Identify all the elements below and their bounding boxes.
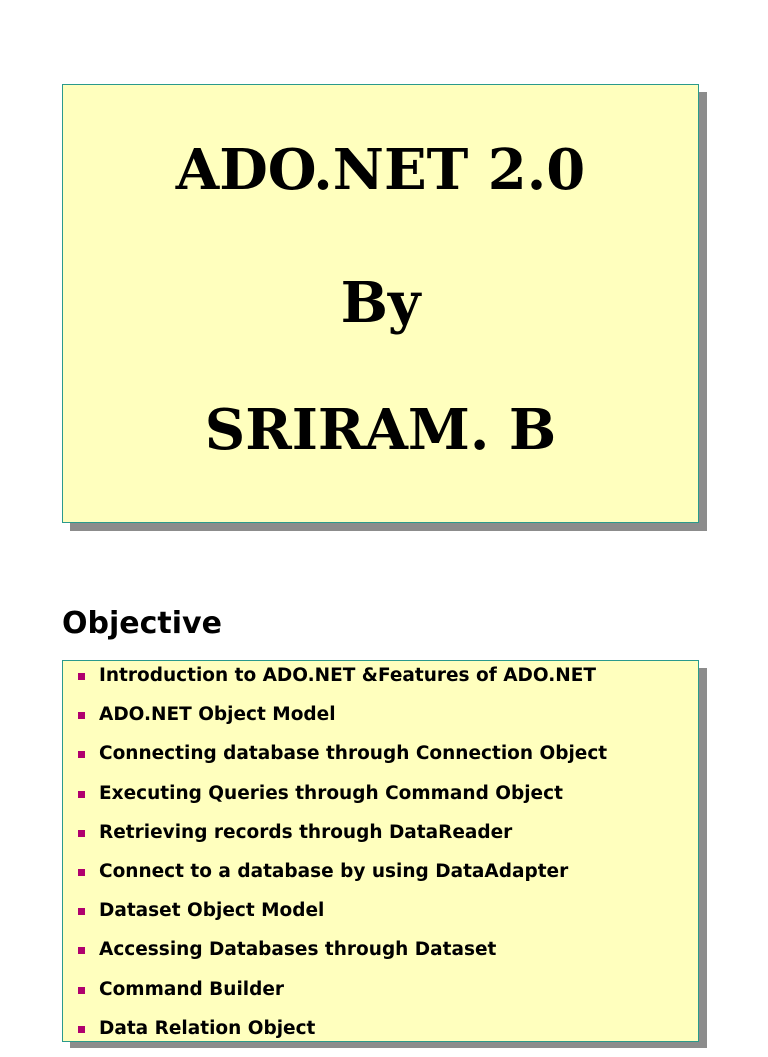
list-item <box>63 900 698 939</box>
list-item <box>63 979 698 1018</box>
list-item <box>63 743 698 782</box>
slide-author: SRIRAM. B <box>204 397 557 463</box>
list-item <box>63 1018 698 1057</box>
list-item-text: Retrieving records through DataReader <box>99 821 513 843</box>
square-bullet-icon <box>78 712 85 719</box>
list-item-text: ADO.NET Object Model <box>99 704 336 726</box>
list-item <box>63 939 698 978</box>
list-item-text: Accessing Databases through Dataset <box>99 939 497 961</box>
title-slide <box>62 84 699 523</box>
square-bullet-icon <box>78 908 85 915</box>
square-bullet-icon <box>78 830 85 837</box>
list-item-text: Dataset Object Model <box>99 900 325 922</box>
square-bullet-icon <box>78 751 85 758</box>
objective-list <box>63 665 698 1057</box>
list-item-text: Connect to a database by using DataAdapter <box>99 860 569 882</box>
list-item <box>63 704 698 743</box>
square-bullet-icon <box>78 791 85 798</box>
list-item <box>63 665 698 704</box>
slide-by-line: By <box>340 270 421 336</box>
objective-slide <box>62 660 699 1042</box>
square-bullet-icon <box>78 1026 85 1033</box>
list-item-text: Data Relation Object <box>99 1017 316 1039</box>
list-item <box>63 783 698 822</box>
objective-heading: Objective <box>62 606 222 641</box>
square-bullet-icon <box>78 869 85 876</box>
list-item-text: Introduction to ADO.NET &Features of ADO.NET <box>99 665 596 686</box>
square-bullet-icon <box>78 673 85 680</box>
list-item <box>63 861 698 900</box>
list-item-text: Connecting database through Connection Object <box>99 743 608 765</box>
slide-title: ADO.NET 2.0 <box>175 137 586 203</box>
list-item <box>63 822 698 861</box>
list-item-text: Command Builder <box>99 978 285 1000</box>
list-item-text: Executing Queries through Command Object <box>99 782 563 804</box>
square-bullet-icon <box>78 987 85 994</box>
square-bullet-icon <box>78 947 85 954</box>
